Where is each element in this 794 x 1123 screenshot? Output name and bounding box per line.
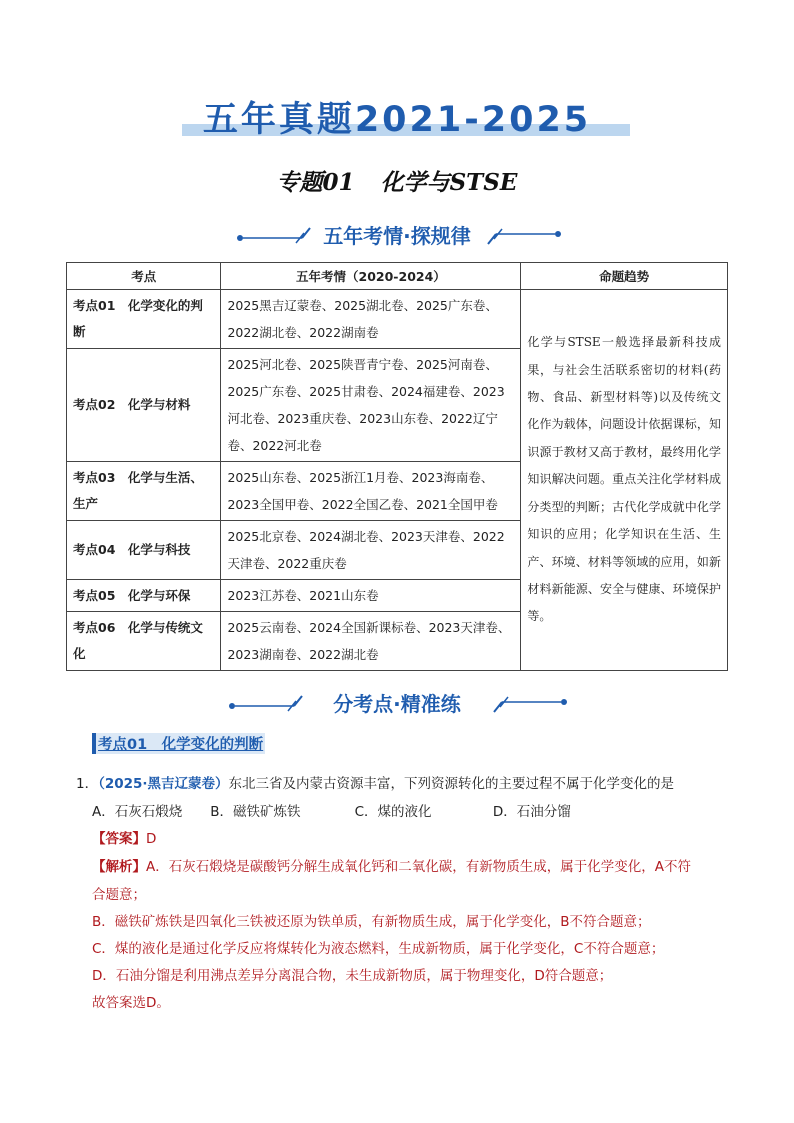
analysis-line: 故答案选D。 [92, 995, 170, 1011]
table-cell-point: 考点02 化学与材料 [67, 349, 221, 462]
question-stem [76, 772, 674, 792]
right-ornament-icon [490, 689, 570, 719]
subtitle-topic: 化学与STSE [380, 169, 518, 196]
right-ornament-icon [484, 221, 564, 251]
analysis-label: 【解析】 [92, 859, 146, 875]
question-source: （2025·黑吉辽蒙卷） [98, 776, 229, 792]
table-cell-point: 考点04 化学与科技 [67, 521, 221, 580]
table-cell-point: 考点03 化学与生活、生产 [67, 462, 221, 521]
table-cell-point: 考点05 化学与环保 [67, 580, 221, 612]
answer-value: D [146, 831, 157, 847]
knowledge-point-tag: 考点01 化学变化的判断 [92, 733, 265, 754]
table-cell-years: 2025北京卷、2024湖北卷、2023天津卷、2022天津卷、2022重庆卷 [221, 521, 521, 580]
table-cell-years: 2025云南卷、2024全国新课标卷、2023天津卷、2023湖南卷、2022湖北卷 [221, 612, 521, 671]
option-a: A．石灰石煅烧 [92, 804, 183, 820]
section-header-trends [0, 221, 794, 251]
subtitle-prefix: 专题01 [276, 169, 355, 196]
table-header-row [67, 263, 728, 290]
section-header-practice [0, 689, 794, 719]
table-header-trend: 命题趋势 [521, 263, 728, 290]
table-cell-years: 2025山东卷、2025浙江1月卷、2023海南卷、2023全国甲卷、2022全国乙卷、2021全国甲卷 [221, 462, 521, 521]
exam-trend-table [66, 262, 728, 671]
table-row [67, 290, 728, 349]
section-title-trends: 五年考情·探规律 [323, 224, 471, 248]
question-number: 1． [76, 776, 99, 792]
analysis-line [92, 855, 691, 875]
table-header-point: 考点 [67, 263, 221, 290]
page-subtitle [0, 164, 794, 197]
table-cell-trend: 化学与STSE一般选择最新科技成果，与社会生活联系密切的材料(药物、食品、新型材料等)以及传统文化作为载体，问题设计依据课标，知识源于教材又高于教材，最终用化学知识解决问题。重点关注化学材料成分类型的判断；古代化学成就中化学知识的应用；化学知识在生活、生产、环境、材料等领域的应用，如新材料新能源、安全与健康、环境保护等。 [521, 290, 728, 671]
table-cell-years: 2025河北卷、2025陕晋青宁卷、2025河南卷、2025广东卷、2025甘肃卷、2024福建卷、2023河北卷、2023重庆卷、2023山东卷、2022辽宁卷、2022河北卷 [221, 349, 521, 462]
analysis-line: 合题意； [92, 887, 146, 903]
section-title-practice: 分考点·精准练 [333, 692, 461, 716]
analysis-text: A．石灰石煅烧是碳酸钙分解生成氧化钙和二氧化碳，有新物质生成，属于化学变化，A不符 [146, 859, 691, 875]
option-b: B．磁铁矿炼铁 [210, 804, 301, 820]
table-cell-years: 2025黑吉辽蒙卷、2025湖北卷、2025广东卷、2022湖北卷、2022湖南卷 [221, 290, 521, 349]
analysis-line: C．煤的液化是通过化学反应将煤转化为液态燃料，生成新物质，属于化学变化，C不符合题意； [92, 941, 665, 957]
question-text: 东北三省及内蒙古资源丰富，下列资源转化的主要过程不属于化学变化的是 [228, 776, 675, 792]
question-options [92, 800, 571, 820]
banner [0, 92, 794, 144]
option-c: C．煤的液化 [354, 804, 432, 820]
analysis-line: D．石油分馏是利用沸点差异分离混合物，未生成新物质，属于物理变化，D符合题意； [92, 968, 613, 984]
table-cell-point: 考点06 化学与传统文化 [67, 612, 221, 671]
table-cell-years: 2023江苏卷、2021山东卷 [221, 580, 521, 612]
table-header-years: 五年考情（2020-2024） [221, 263, 521, 290]
analysis-line: B．磁铁矿炼铁是四氧化三铁被还原为铁单质，有新物质生成，属于化学变化，B不符合题意； [92, 914, 651, 930]
answer-label: 【答案】 [92, 831, 146, 847]
banner-title: 五年真题2021-2025 [202, 100, 592, 140]
option-d: D．石油分馏 [492, 804, 571, 820]
table-cell-point: 考点01 化学变化的判断 [67, 290, 221, 349]
answer-line [92, 827, 156, 847]
